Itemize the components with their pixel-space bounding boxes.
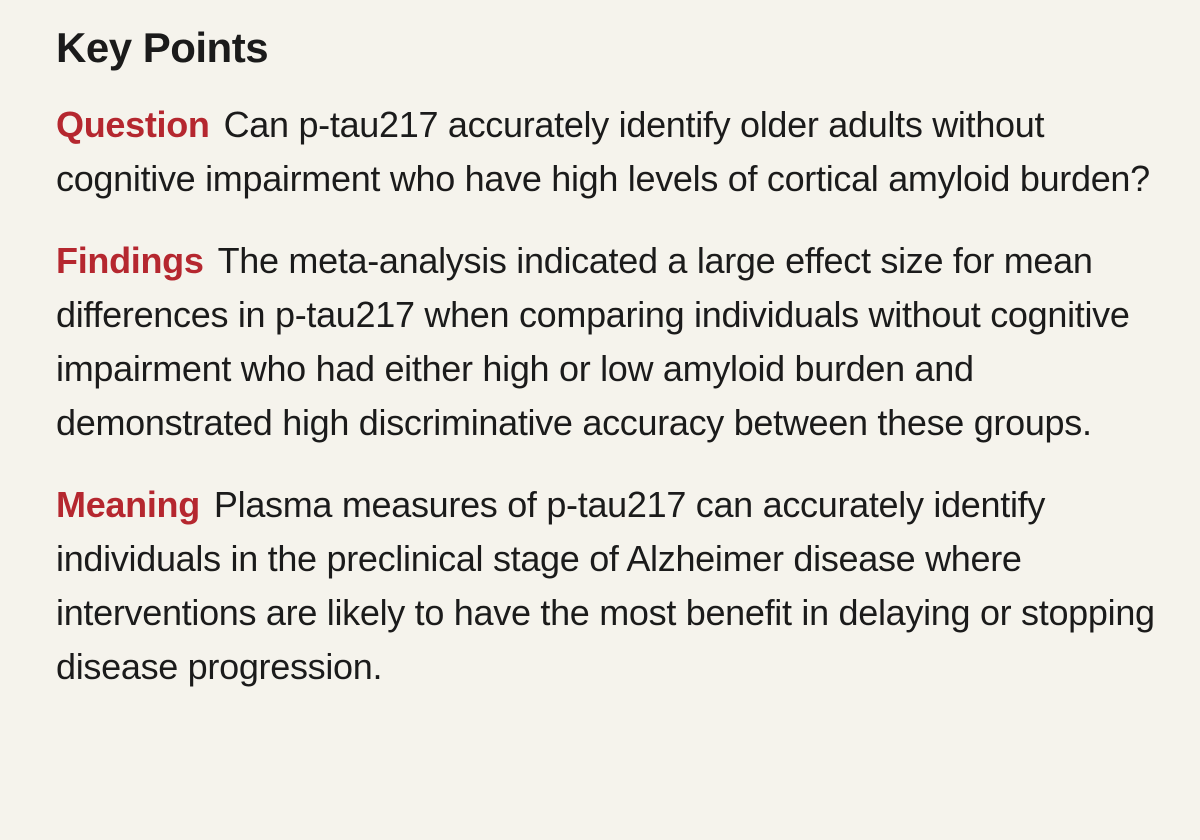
meaning-text: Plasma measures of p-tau217 can accurately identify individuals in the preclinical stage of Alzheimer disease where interventions are likely to have the most benefit in delaying or stopping disease progression. [56,484,1155,688]
question-text: Can p-tau217 accurately identify older adults without cognitive impairment who have high levels of cortical amyloid burden? [56,104,1150,200]
meaning-label: Meaning [56,484,200,526]
key-points-heading: Key Points [56,24,269,71]
meaning-section [56,478,1160,694]
findings-section [56,234,1160,450]
question-section [56,98,1160,206]
findings-label: Findings [56,240,204,282]
findings-text: The meta-analysis indicated a large effect size for mean differences in p-tau217 when comparing individuals without cognitive impairment who had either high or low amyloid burden and demonstrated high discriminative accuracy between these groups. [56,240,1130,444]
question-label: Question [56,104,210,146]
